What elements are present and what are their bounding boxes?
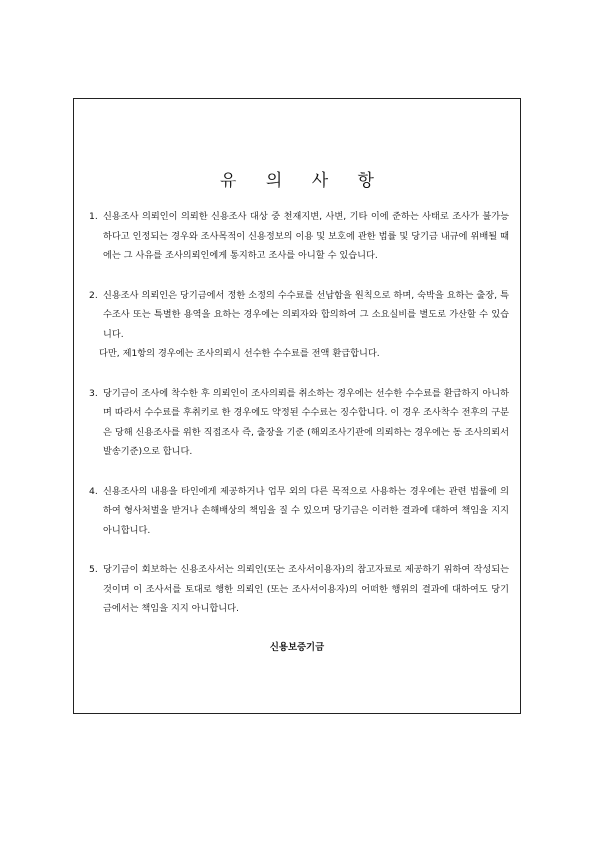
notice-box — [73, 98, 521, 714]
notice-item-1 — [89, 207, 509, 266]
notice-list — [89, 207, 509, 639]
item-number: 4. — [89, 485, 98, 497]
item-number: 5. — [89, 564, 98, 575]
notice-item-2 — [89, 286, 509, 364]
notice-item-5 — [89, 560, 509, 619]
document-title: 유 의 사 항 — [220, 171, 386, 191]
issuer-name: 신용보증기금 — [269, 642, 325, 653]
item-number: 3. — [89, 387, 98, 399]
item-text: 당기금이 조사에 착수한 후 의뢰인이 조사의뢰를 취소하는 경우에는 선수한 수수료를 환급하지 아니하며 따라서 수수료를 후취키로 한 경우에도 약정된 수수료는 징수합니다. 이 경우 조사착수 전후의 구분은 당해 신용조사를 위한 직접조사 즉, 출장을 기준 (해외조사기관에 의뢰하는 경우에는 동 조사의뢰서 발송기준)으로 합니다. — [103, 387, 509, 457]
item-number: 1. — [89, 211, 98, 222]
item-text: 신용조사 의뢰인은 당기금에서 정한 소정의 수수료를 선납함을 원칙으로 하며, 숙박을 요하는 출장, 특수조사 또는 특별한 용역을 요하는 경우에는 의뢰자와 합의하여 그 소요실비를 별도로 가산할 수 있습니다. — [103, 289, 509, 340]
notice-item-3 — [89, 384, 509, 462]
item-number: 2. — [89, 289, 98, 301]
item-text: 신용조사의 내용을 타인에게 제공하거나 업무 외의 다른 목적으로 사용하는 경우에는 관련 법률에 의하여 형사처벌을 받거나 손해배상의 책임을 질 수 있으며 당기금은 이러한 결과에 대하여 책임을 지지 아니합니다. — [103, 485, 509, 536]
item-text: 신용조사 의뢰인이 의뢰한 신용조사 대상 중 천재지변, 사변, 기타 이에 준하는 사태로 조사가 불가능하다고 인정되는 경우와 조사목적이 신용정보의 이용 및 보호에 관한 법률 및 당기금 내규에 위배될 때에는 그 사유를 조사의뢰인에게 통지하고 조사를 아니할 수 있습니다. — [103, 211, 509, 261]
item-text: 당기금이 회보하는 신용조사서는 의뢰인(또는 조사서이용자)의 참고자료로 제공하기 위하여 작성되는 것이며 이 조사서를 토대로 행한 의뢰인 (또는 조사서이용자)의 어떠한 행위의 결과에 대하여도 당기금에서는 책임을 지지 아니합니다. — [103, 564, 509, 614]
item-note: 다만, 제1항의 경우에는 조사의뢰시 선수한 수수료를 전액 환급합니다. — [99, 348, 380, 359]
notice-item-4 — [89, 482, 509, 541]
